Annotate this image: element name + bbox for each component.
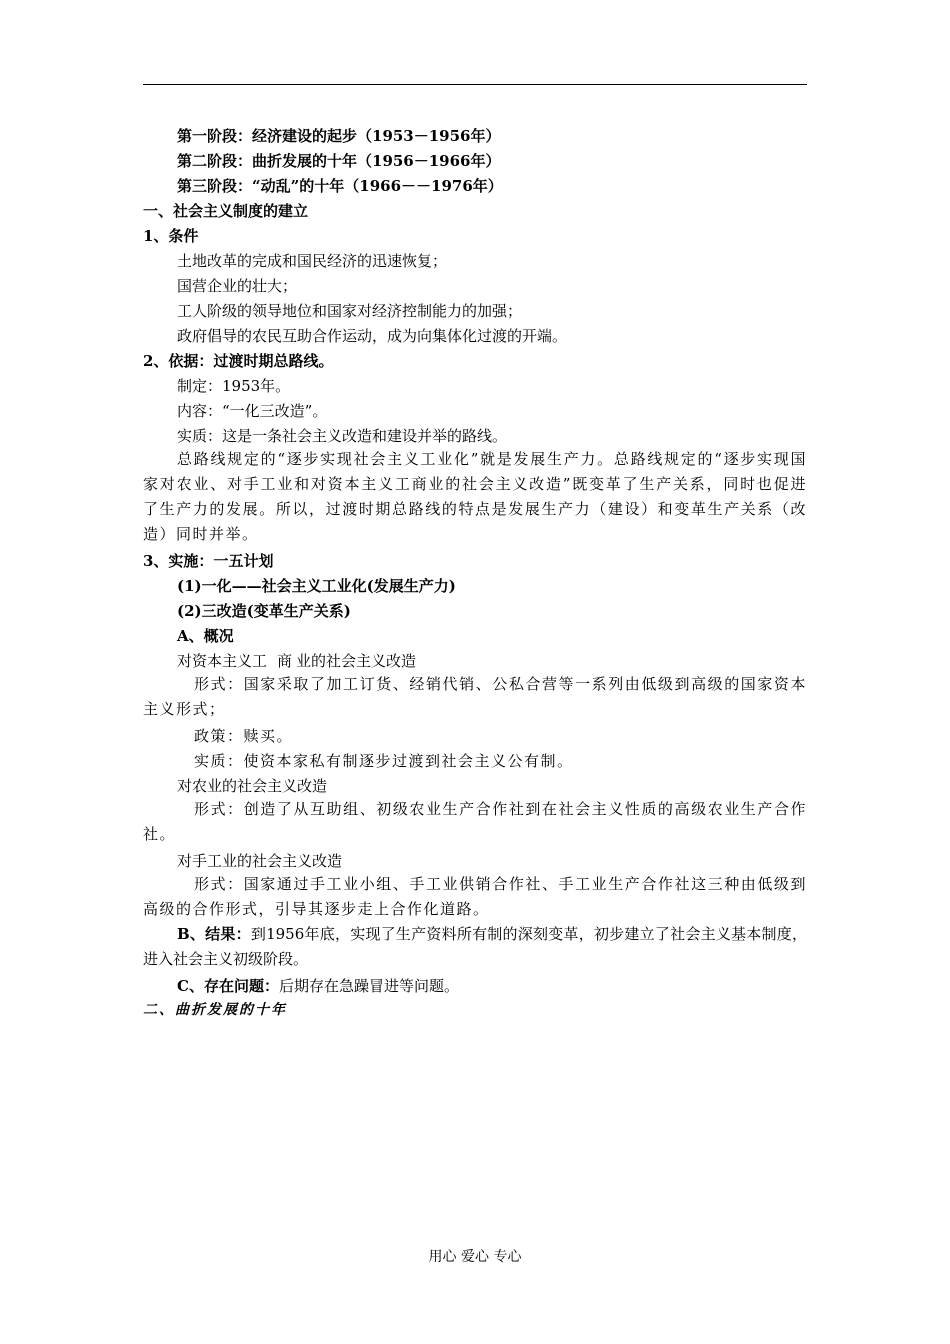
problem-text: 后期存在急躁冒进等问题。 xyxy=(278,977,459,995)
capital-title-part-b: 工商 xyxy=(252,652,303,670)
result-label: B、结果： xyxy=(177,925,251,943)
implementation-heading: 3、实施：一五计划 xyxy=(143,552,274,570)
capital-reform-title xyxy=(177,651,416,671)
basis-item: 制定：1953年。 xyxy=(177,377,291,395)
overview-heading: A、概况 xyxy=(177,627,234,645)
problem-line xyxy=(177,976,459,996)
basis-item: 内容：“一化三改造”。 xyxy=(177,402,328,420)
implementation-item: (2)三改造(变革生产关系) xyxy=(177,602,351,620)
stage-2: 第二阶段：曲折发展的十年（1956－1966年） xyxy=(177,152,501,170)
footer: 用心 爱心 专心 xyxy=(428,1249,522,1265)
basis-heading: 2、依据：过渡时期总路线。 xyxy=(143,352,334,370)
handicraft-reform-title: 对手工业的社会主义改造 xyxy=(177,852,343,870)
capital-policy: 政策：赎买。 xyxy=(194,727,294,745)
capital-title-part-a: 对资本主义 xyxy=(177,652,253,670)
basis-paragraph: 总路线规定的“逐步实现社会主义工业化”就是发展生产力。总路线规定的“逐步实现国家对农业、对手工业和对资本主义工商业的社会主义改造”既变革了生产关系，同时也促进了生产力的发展。所以，过渡时期总路线的特点是发展生产力（建设）和变革生产关系（改造）同时并举。 xyxy=(143,450,807,543)
result-paragraph xyxy=(143,922,807,972)
basis-item: 实质：这是一条社会主义改造和建设并举的路线。 xyxy=(177,427,508,445)
conditions-heading: 1、条件 xyxy=(143,227,199,245)
handicraft-form: 形式：国家通过手工业小组、手工业供销合作社、手工业生产合作社这三种由低级到高级的合作形式，引导其逐步走上合作化道路。 xyxy=(143,875,807,918)
problem-label: C、存在问题： xyxy=(177,977,279,995)
stage-1: 第一阶段：经济建设的起步（1953－1956年） xyxy=(177,127,501,145)
capital-form: 形式：国家采取了加工订货、经销代销、公私合营等一系列由低级到高级的国家资本主义形式； xyxy=(143,675,807,718)
section-1-heading: 一、社会主义制度的建立 xyxy=(143,202,309,220)
condition-item: 国营企业的壮大； xyxy=(177,277,298,295)
condition-item: 工人阶级的领导地位和国家对经济控制能力的加强； xyxy=(177,302,523,320)
implementation-item: (1)一化——社会主义工业化(发展生产力) xyxy=(177,577,456,595)
capital-title-part-c: 业的社会主义改造 xyxy=(296,652,417,670)
header-rule xyxy=(143,84,807,85)
agriculture-reform-title: 对农业的社会主义改造 xyxy=(177,777,328,795)
capital-essence: 实质：使资本家私有制逐步过渡到社会主义公有制。 xyxy=(194,752,574,770)
condition-item: 政府倡导的农民互助合作运动，成为向集体化过渡的开端。 xyxy=(177,327,568,345)
section-2-heading: 二、曲折发展的十年 xyxy=(143,1002,287,1018)
result-text: 到1956年底，实现了生产资料所有制的深刻变革，初步建立了社会主义基本制度，进入社会主义初级阶段。 xyxy=(143,925,807,968)
condition-item: 土地改革的完成和国民经济的迅速恢复； xyxy=(177,252,448,270)
agriculture-form: 形式：创造了从互助组、初级农业生产合作社到在社会主义性质的高级农业生产合作社。 xyxy=(143,800,807,843)
stage-3: 第三阶段：“动乱”的十年（1966－－1976年） xyxy=(177,177,503,195)
